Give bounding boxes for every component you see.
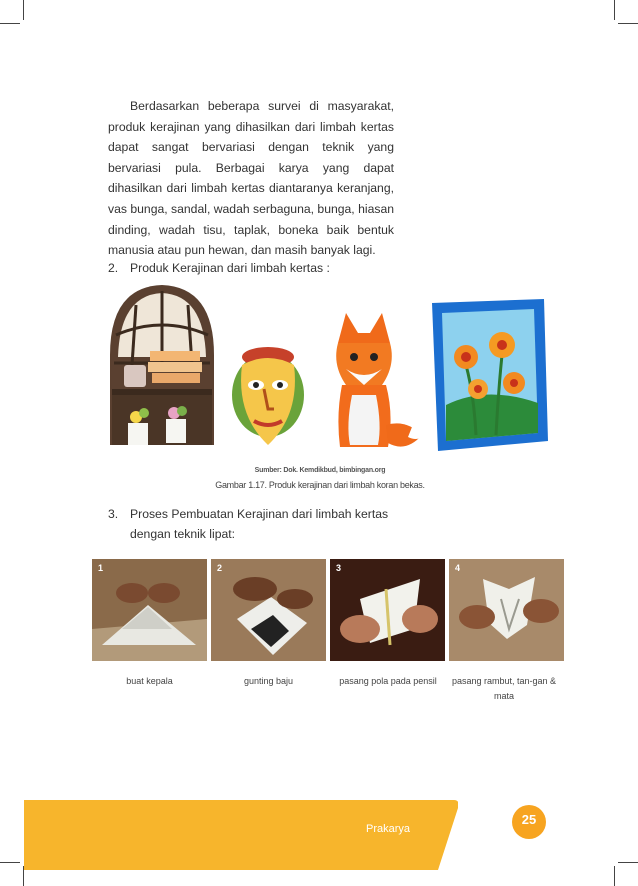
list-number: 2. [108, 261, 119, 275]
crop-mark [618, 862, 638, 863]
step-photo-1 [92, 559, 207, 661]
figure-source: Sumber: Dok. Kemdikbud, bimbingan.org [254, 467, 386, 474]
step-badge: 4 [455, 563, 461, 573]
step-label-1: buat kepala [126, 676, 173, 686]
crop-mark [23, 0, 24, 20]
list-text: Proses Pembuatan Kerajinan dari limbah kertas dengan teknik lipat: [130, 507, 389, 541]
figure-caption: Gambar 1.17. Produk kerajinan dari limbah koran bekas. [215, 480, 425, 490]
step-photo-3 [330, 559, 445, 661]
step-label-4: pasang rambut, tan-gan & mata [451, 676, 557, 701]
step-label-2: gunting baju [243, 676, 294, 686]
body-paragraph: Berdasarkan beberapa survei di masyarakat, produk kerajinan yang dihasilkan dari limbah kertas dapat sangat bervariasi dengan teknik yang bervariasi pula. Berbagai karya yang dapat dihasilkan dari limbah kertas diantaranya keranjang, vas bunga, sandal, wadah serbaguna, bunga, hiasan dinding, wadah tisu, taplak, boneka baik bentuk manusia atau pun hewan, dan masih banyak lagi. [108, 99, 394, 258]
list-text: Produk Kerajinan dari limbah kertas : [130, 261, 330, 275]
page-number: 25 [521, 812, 537, 827]
step-badge: 3 [336, 563, 342, 573]
step-photo-2 [211, 559, 326, 661]
crop-mark [0, 862, 20, 863]
step-label-3: pasang pola pada pensil [339, 676, 437, 686]
origami-fox-image [336, 313, 422, 447]
product-photos [106, 285, 550, 465]
step-badge: 1 [98, 563, 104, 573]
basket-cabinet-image [110, 285, 214, 445]
crop-mark [618, 23, 638, 24]
step-photo-4 [449, 559, 564, 661]
footer-subject: Prakarya [366, 823, 411, 835]
framed-paper-painting-image [432, 299, 548, 451]
crop-mark [614, 866, 615, 886]
paper-mask-image [232, 347, 304, 445]
step-badge: 2 [217, 563, 223, 573]
crop-mark [614, 0, 615, 20]
footer-bar [24, 800, 458, 870]
list-number: 3. [108, 507, 119, 521]
crop-mark [0, 23, 20, 24]
